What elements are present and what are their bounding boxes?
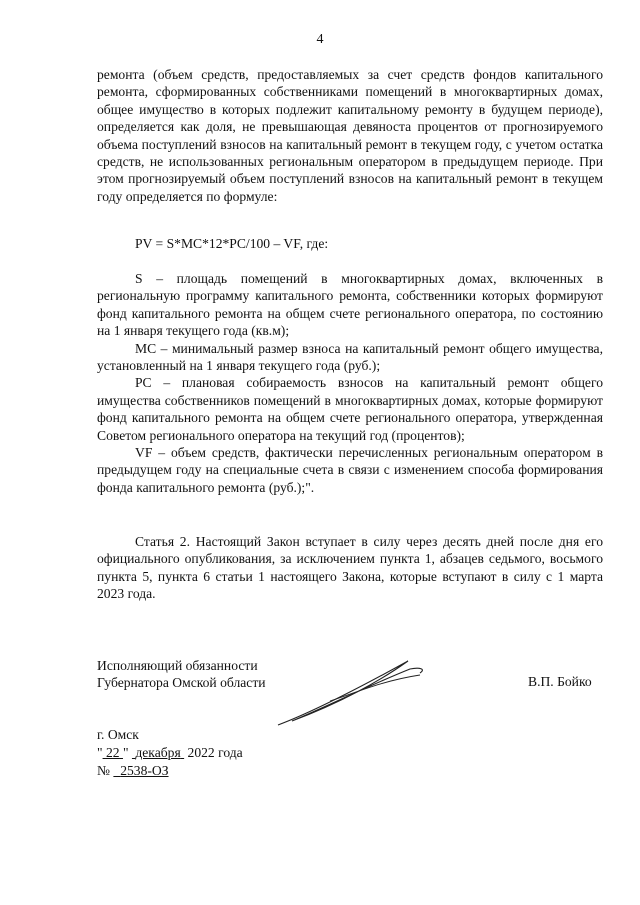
article-2-text: Статья 2. Настоящий Закон вступает в силу через десять дней после дня его официального опубликования, за исключением пункта 1, абзацев седьмого, восьмого пункта 5, пункта 6 статьи 1 настоящего Закона, которые вступают в силу с 1 марта 2023 года. [97, 534, 603, 602]
date-day [103, 745, 123, 760]
document-number [97, 762, 243, 780]
place-date-number [97, 726, 243, 780]
place: г. Омск [97, 727, 139, 742]
signatory-title-line1: Исполняющий обязанности [97, 658, 258, 673]
date-day-value: 22 [105, 745, 120, 760]
definition-mc: MC – минимальный размер взноса на капитальный ремонт общего имущества, установленный на 1 января текущего года (руб.); [97, 340, 603, 374]
definition-s: S – площадь помещений в многоквартирных домах, включенных в региональную программу капитального ремонта, собственники которых формируют фонд капитального ремонта на общем счете регионального оператора, по состоянию на 1 января текущего года (кв.м); [97, 271, 603, 339]
article-2 [97, 533, 603, 603]
date-line [97, 744, 243, 762]
page-number: 4 [316, 32, 324, 47]
date-year: 2022 года [187, 745, 243, 760]
signatory-title [97, 657, 266, 692]
date-quote-open: " [97, 745, 103, 760]
formula: PV = S*MC*12*PC/100 – VF, где: [135, 236, 329, 251]
definition-vf: VF – объем средств, фактически перечисленных региональным оператором в предыдущем году на специальные счета в связи с изменением способа формирования фонда капитального ремонта (руб.);". [97, 445, 603, 495]
document-number-value [113, 763, 168, 778]
paragraph-continuation-text: ремонта (объем средств, предоставляемых за счет средств фондов капитального ремонта, сформированных собственниками помещений в многоквартирных домах, общее имущество в которых подлежит капитальному ремонту в будущем периоде), определяется как доля, не превышающая девяноста процентов от прогнозируемого объема поступлений взносов на капитальный ремонт в текущем году, с учетом остатка средств, не использованных региональным оператором в предыдущем периоде. При этом прогнозируемый объем поступлений взносов на капитальный ремонт в текущем году определяется по формуле: [97, 67, 603, 204]
handwritten-signature [270, 655, 430, 735]
signatory-title-line2: Губернатора Омской области [97, 675, 266, 691]
signatory-name: В.П. Бойко [528, 674, 592, 689]
document-number-label: № [97, 763, 110, 778]
definitions-list [97, 270, 603, 496]
document-number-text: 2538-ОЗ [120, 763, 169, 778]
date-month-value: декабря [135, 745, 181, 760]
date-quote-close: " [122, 745, 129, 760]
date-month [132, 745, 184, 760]
paragraph-continuation [97, 66, 603, 205]
definition-pc: PC – плановая собираемость взносов на капитальный ремонт общего имущества собственников помещений в многоквартирных домах, которые формируют фонд капитального ремонта на общем счете регионального оператора, утвержденная Советом регионального оператора на текущий год (процентов); [97, 375, 603, 443]
